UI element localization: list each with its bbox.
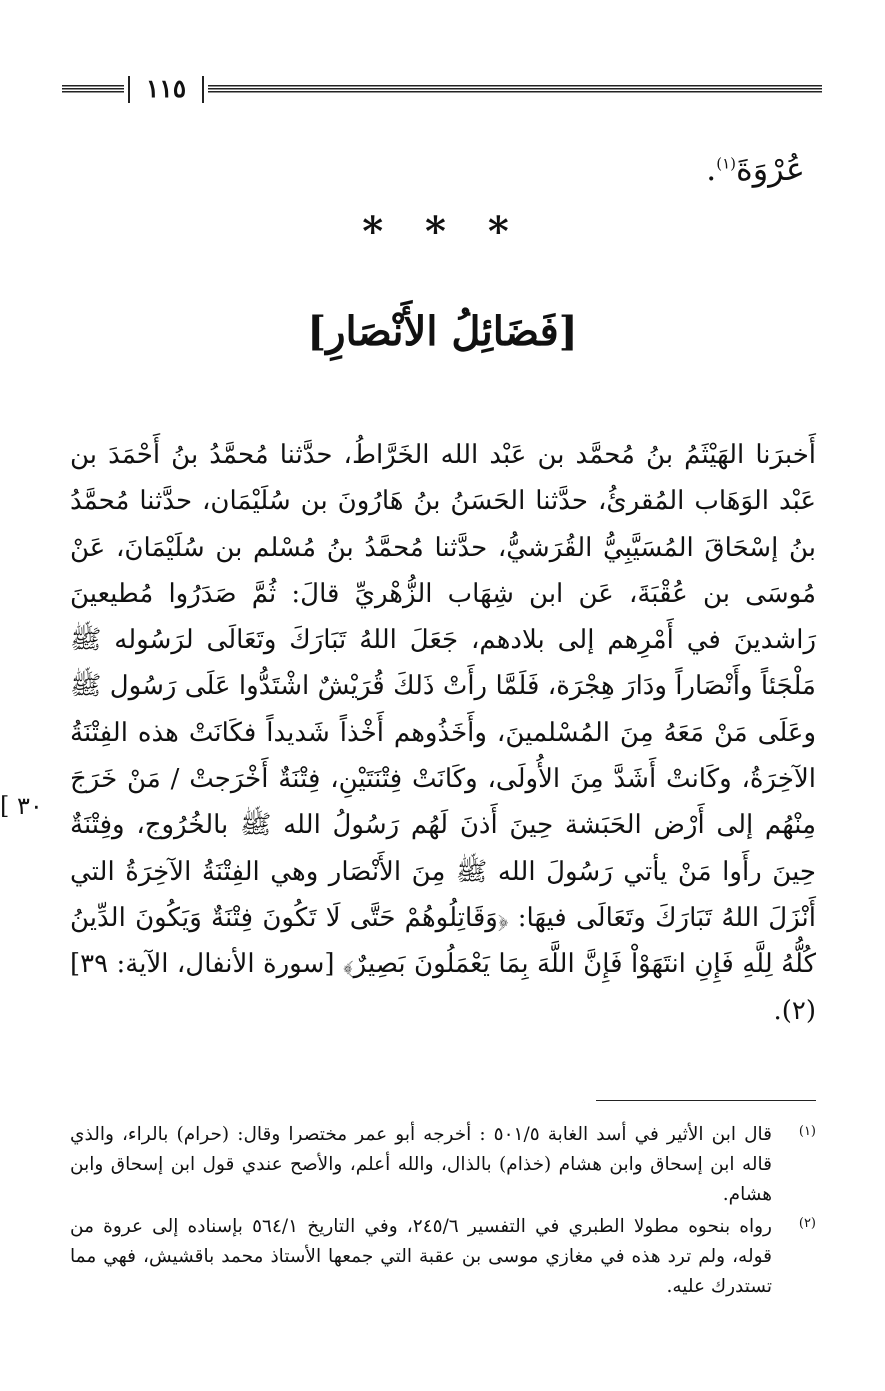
page-header (62, 76, 822, 106)
continued-end: . (706, 150, 717, 188)
footnote-mark-1: (١) (798, 1124, 816, 1139)
footnote-mark-2: (٢) (798, 1216, 816, 1231)
continued-text (706, 150, 805, 188)
header-rule-left (62, 85, 124, 94)
footnote-2 (70, 1212, 816, 1302)
section-title: [فَضَائِلُ الأَنْصَارِ] (307, 308, 578, 355)
continued-word: عُرْوَةَ (736, 150, 805, 188)
footnote-text-1: قال ابن الأثير في أسد الغابة ٥٠١/٥ : أخرجه أبو عمر مختصرا وقال: (حرام) بالراء، والذي قاله ابن إسحاق وابن هشام (خذام) بالذال، والله أعلم، والأصح عندي قول ابن إسحاق وابن هشام. (70, 1124, 772, 1205)
footnote-ref-1: (١) (716, 154, 737, 173)
header-separator-right (202, 76, 204, 103)
footnotes (70, 1120, 816, 1304)
margin-page-marker: [ ٣٠ (0, 792, 43, 820)
footnote-text-2: رواه بنحوه مطولا الطبري في التفسير ٢٤٥/٦، وفي التاريخ ٥٦٤/١ بإسناده إلى عروة من قوله، ولم ترد هذه في مغازي موسى بن عقبة التي جمعها الأستاذ محمد باقشيش، فهي مما تستدرك عليه. (70, 1216, 772, 1297)
footnote-divider (596, 1100, 816, 1101)
section-separator-stars: * * * (362, 208, 523, 255)
footnote-1 (70, 1120, 816, 1210)
main-paragraph: أَخبرَنا الهَيْثَمُ بنُ مُحمَّد بن عَبْد الله الخَرَّاطُ، حدَّثنا مُحمَّدُ بنُ أَحْمَدَ بن عَبْد الوَهَاب المُقرئُ، حدَّثنا الحَسَنُ بنُ هَارُونَ بن سُلَيْمَان، حدَّثنا مُحمَّدُ بنُ إسْحَاقَ المُسَيَّبِيُّ القُرَشيُّ، حدَّثنا مُحمَّدُ بنُ مُسْلم بن سُلَيْمَانَ، عَنْ مُوسَى بن عُقْبَةَ، عَن ابن شِهَاب الزُّهْريِّ قالَ: ثُمَّ صَدَرُوا مُطيعينَ رَاشدينَ في أَمْرِهم إلى بلادهم، جَعَلَ اللهُ تَبَارَكَ وتَعَالَى لرَسُوله ﷺ مَلْجَئاً وأَنْصَاراً ودَارَ هِجْرَة، فَلَمَّا رأَتْ ذَلكَ قُرَيْشٌ اشْتَدُّوا عَلَى رَسُول ﷺ وعَلَى مَنْ مَعَهُ مِنَ المُسْلمينَ، وأَخَذُوهم أَخْذاً شَديداً فكَانَتْ هذه الفِتْنَةُ الآخِرَةُ، وكَانتْ أَشَدَّ مِنَ الأُولَى، وكَانَتْ فِتْنَتَيْنِ، فِتْنَةٌ أَخْرَجتْ / مَنْ خَرَجَ مِنْهُم إلى أَرْض الحَبَشة حِينَ أَذنَ لَهُم رَسُولُ الله ﷺ بالخُرُوج، وفِتْنَةٌ حِينَ رأَوا مَنْ يأتي رَسُولَ الله ﷺ مِنَ الأَنْصَار وهي الفِتْنَةُ الآخِرَةُ التي أَنْزَلَ اللهُ تَبَارَكَ وتَعَالَى فيهَا: ﴿وَقَاتِلُوهُمْ حَتَّى لَا تَكُونَ فِتْنَةٌ وَيَكُونَ الدِّينُ كُلُّهُ لِلَّهِ فَإِنِ انتَهَوْاْ فَإِنَّ اللَّهَ بِمَا يَعْمَلُونَ بَصِيرٌ﴾ [سورة الأنفال، الآية: ٣٩] (٢). (70, 440, 816, 1026)
header-rule-right (208, 85, 822, 94)
page-number: ١١٥ (145, 74, 187, 103)
header-separator-left (128, 76, 130, 103)
